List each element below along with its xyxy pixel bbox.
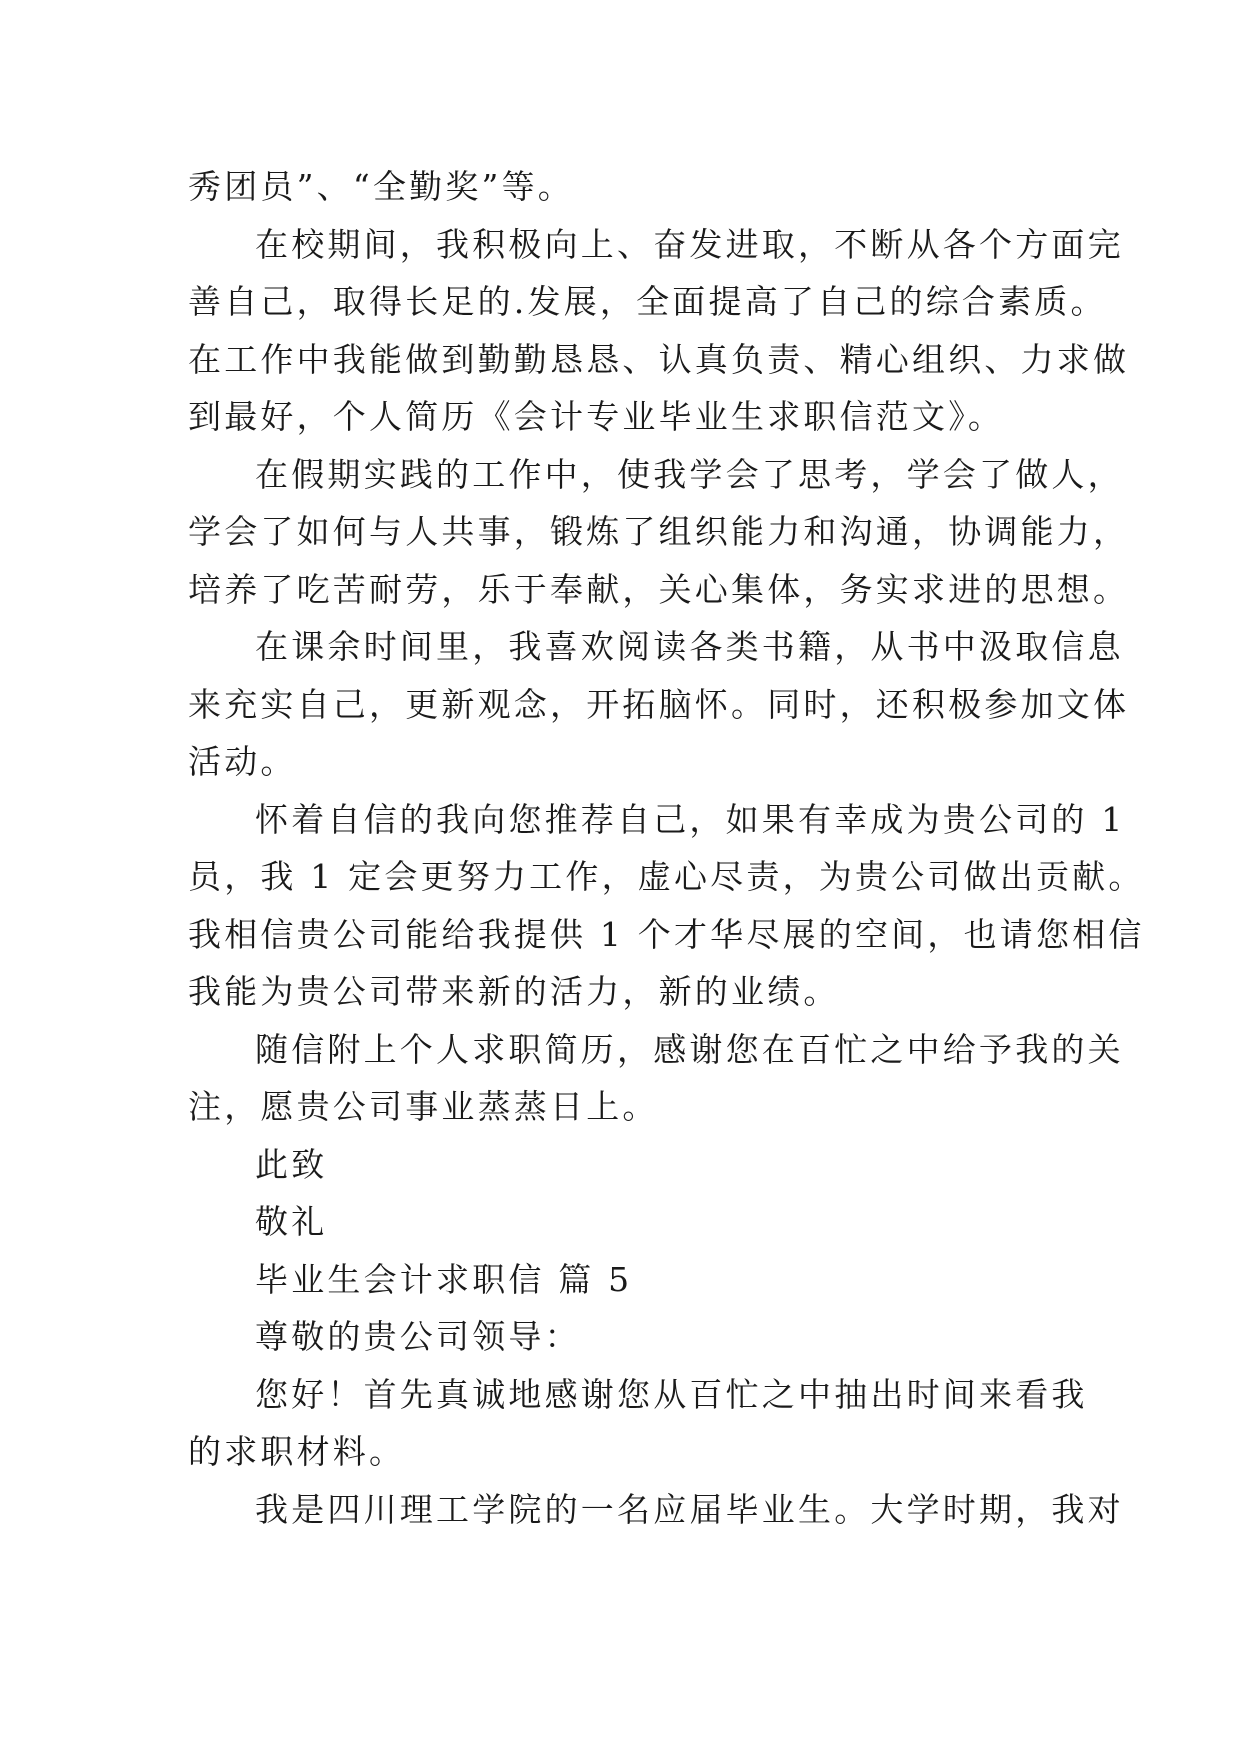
- text-line: 的求职材料。: [188, 1432, 406, 1471]
- salutation: 尊敬的贵公司领导：: [255, 1317, 581, 1356]
- text-line: 员，我 1 定会更努力工作，虚心尽责，为贵公司做出贡献。: [188, 857, 1145, 896]
- text-line: 我能为贵公司带来新的活力，新的业绩。: [188, 972, 840, 1011]
- text-line: 在假期实践的工作中，使我学会了思考，学会了做人，: [255, 454, 1124, 494]
- text-line: 怀着自信的我向您推荐自己，如果有幸成为贵公司的 1: [255, 799, 1126, 839]
- text-line: 您好！首先真诚地感谢您从百忙之中抽出时间来看我: [255, 1374, 1088, 1414]
- text-line: 在课余时间里，我喜欢阅读各类书籍，从书中汲取信息: [255, 627, 1124, 666]
- text-line: 在工作中我能做到勤勤恳恳、认真负责、精心组织、力求做: [188, 339, 1130, 379]
- text-line: 学会了如何与人共事，锻炼了组织能力和沟通，协调能力，: [188, 512, 1130, 551]
- document-body: [188, 158, 1145, 1538]
- text-line: 在校期间，我积极向上、奋发进取，不断从各个方面完: [255, 224, 1124, 264]
- text-line: 来充实自己，更新观念，开拓脑怀。同时，还积极参加文体: [188, 684, 1130, 724]
- section-heading: 毕业生会计求职信 篇 5: [255, 1259, 633, 1299]
- text-line: 注，愿贵公司事业蒸蒸日上。: [188, 1087, 659, 1126]
- text-line: 我相信贵公司能给我提供 1 个才华尽展的空间，也请您相信: [188, 914, 1145, 954]
- text-line: 随信附上个人求职简历，感谢您在百忙之中给予我的关: [255, 1029, 1124, 1069]
- text-line: 我是四川理工学院的一名应届毕业生。大学时期，我对: [255, 1489, 1124, 1529]
- text-line: 活动。: [188, 742, 297, 781]
- text-line: 善自己，取得长足的.发展，全面提高了自己的综合素质。: [188, 282, 1107, 321]
- text-line: 秀团员”、“全勤奖”等。: [188, 167, 575, 206]
- text-line: 到最好，个人简历《会计专业毕业生求职信范文》。: [188, 397, 1005, 436]
- text-line: 培养了吃苦耐劳，乐于奉献，关心集体，务实求进的思想。: [188, 569, 1130, 609]
- text-line: 此致: [255, 1144, 328, 1184]
- text-line: 敬礼: [255, 1202, 328, 1241]
